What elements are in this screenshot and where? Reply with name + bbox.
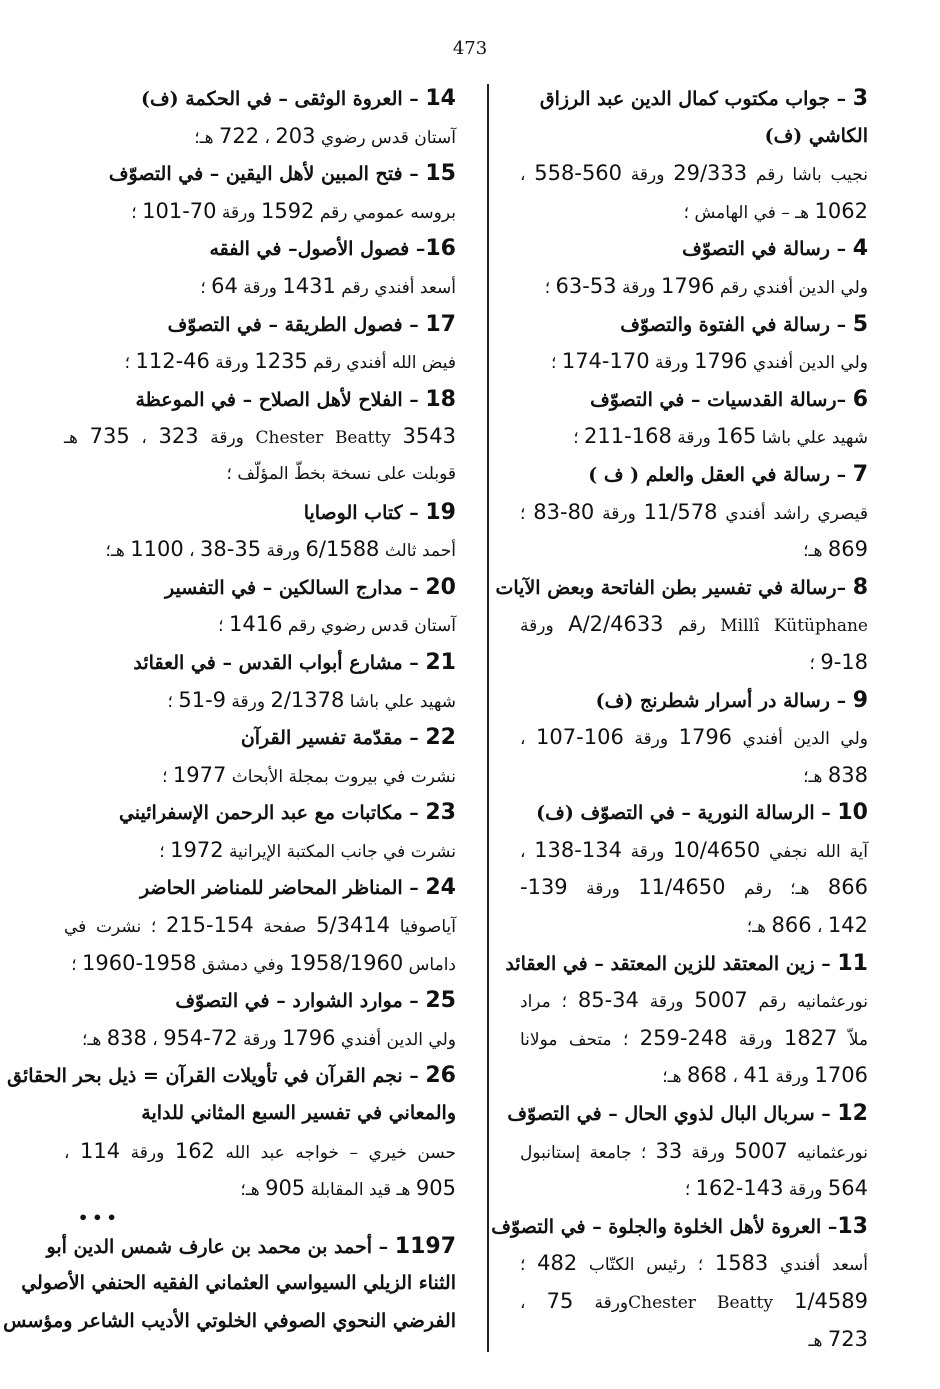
entry-title-text: الفرضي النحوي الصوفي الخلوتي الأديب الشاعر ومؤسس [3, 1310, 456, 1332]
manuscript-reference: ملاّ 1827 ورقة 248-259 ؛ متحف مولانا [520, 1025, 869, 1050]
entry-number: 24 [425, 875, 456, 901]
manuscript-reference: فيض الله أفندي رقم 1235 ورقة 46-112 ؛ [124, 349, 456, 374]
entry-title-text: – فتح المبين لأهل اليقين – في التصوّف [108, 163, 426, 186]
manuscript-reference: آية الله نجفي 10/4650 ورقة 134-138 ، [520, 837, 869, 862]
entry-title [64, 982, 456, 1020]
reference-number: 1062 [814, 198, 868, 223]
reference-number: 11/4650 [638, 875, 726, 900]
entry-number: 25 [425, 988, 456, 1014]
manuscript-reference: نشرت في بيروت بمجلة الأبحاث 1977 ؛ [162, 762, 456, 787]
entry-number: 22 [425, 725, 456, 751]
entry-title [505, 945, 868, 983]
reference-number: 838 [106, 1025, 147, 1050]
entry-title [520, 381, 868, 419]
entry-title-text: – جواب مكتوب كمال الدين عبد الرزاق [539, 88, 853, 110]
reference-number: 64 [211, 273, 238, 298]
entry-number: 1197 [394, 1233, 456, 1259]
entry-title-text: – المناظر المحاضر للمناضر الحاضر [139, 877, 426, 900]
entry-number: 9 [852, 687, 868, 713]
entry-title [64, 644, 456, 682]
entry-title [520, 118, 868, 156]
entry-number: 4 [852, 236, 868, 262]
reference-number: 143-162 [695, 1176, 784, 1201]
manuscript-reference: ولي الدين أفندي 1796 ورقة 106-107 ، [520, 725, 868, 750]
manuscript-reference: ولي الدين أفندي 1796 ورقة 72-954 ، 838 هـ؛ [82, 1025, 456, 1050]
entry-title-text: – الرسالة النورية – في التصوّف (ف) [536, 802, 838, 825]
manuscript-reference: بروسه عمومي رقم 1592 ورقة 70-101 ؛ [131, 198, 456, 223]
entry-number: 16 [425, 236, 456, 262]
reference-number: 1796 [282, 1025, 336, 1050]
reference-number: 735 [89, 424, 130, 449]
manuscript-reference: 723 هـ [808, 1326, 868, 1351]
entry-title [491, 1208, 868, 1246]
manuscript-reference: أحمد ثالث 6/1588 ورقة 35-38 ، 1100 هـ؛ [105, 537, 456, 562]
reference-number: 70-101 [142, 198, 217, 223]
manuscript-reference: قيصري راشد أفندي 11/578 ورقة 80-83 ؛ [520, 499, 869, 524]
entry-title-text: – موارد الشوارد – في التصوّف [175, 990, 426, 1013]
reference-number: 142 [827, 913, 868, 938]
section-separator: ••• [78, 1207, 121, 1227]
entry-title-text: – العروة الوثقى – في الحكمة (ف) [141, 88, 426, 110]
entry-number: 15 [425, 161, 456, 187]
reference-number: 162 [174, 1138, 215, 1163]
entry-number: 14 [425, 86, 456, 111]
entry-title [64, 794, 456, 832]
entry-title [64, 1095, 456, 1133]
reference-number: 323 [158, 424, 199, 449]
entry-title-text: – فصول الطريقة – في التصوّف [167, 313, 426, 336]
reference-number: 1796 [694, 349, 748, 374]
reference-number: 1100 [130, 537, 184, 562]
manuscript-reference: آستان قدس رضوي 203 ، 722 هـ؛ [194, 123, 456, 148]
entry-title [495, 569, 868, 607]
reference-number: 5/3414 [316, 913, 391, 938]
manuscript-reference: 869 هـ؛ [803, 537, 868, 562]
reference-number: 165 [716, 424, 757, 449]
reference-number: 482 [537, 1251, 578, 1276]
manuscript-reference: نجيب باشا رقم 29/333 ورقة 560-558 ، [520, 161, 868, 186]
entry-number: 3 [852, 86, 868, 111]
reference-number: 139- [520, 875, 568, 900]
reference-number: 46-112 [135, 349, 210, 374]
entry-title [3, 1303, 456, 1341]
entry-title-text: – مكاتبات مع عبد الرحمن الإسفرائيني [118, 802, 426, 825]
reference-number: 33 [655, 1138, 683, 1163]
reference-number: 2/4633/A [568, 612, 664, 637]
entry-title [64, 494, 456, 532]
reference-number: 168-211 [584, 424, 672, 449]
reference-number: 869 [827, 537, 868, 562]
reference-number: 1235 [254, 349, 308, 374]
entry-title-text: – مدارج السالكين – في التفسير [165, 576, 426, 599]
reference-number: 10/4650 [673, 837, 761, 862]
reference-number: 154-215 [165, 913, 254, 938]
page-number: 473 [452, 38, 488, 59]
entry-title [520, 306, 868, 344]
reference-number: 9-51 [178, 687, 227, 712]
manuscript-reference: 905 هـ قيد المقابلة 905 هـ؛ [240, 1176, 456, 1201]
manuscript-reference: شهيد علي باشا 2/1378 ورقة 9-51 ؛ [167, 687, 456, 712]
manuscript-reference: نورعثمانيه رقم 5007 ورقة 34-85 ؛ مراد [520, 988, 869, 1013]
manuscript-reference: شهيد علي باشا 165 ورقة 168-211 ؛ [573, 424, 868, 449]
reference-number: 560-558 [534, 161, 623, 186]
manuscript-reference: نشرت في جانب المكتبة الإيرانية 1972 ؛ [159, 837, 456, 862]
entry-title [520, 456, 868, 494]
entry-title [64, 569, 456, 607]
entry-title-text: الكاشي (ف) [764, 124, 868, 147]
reference-number: 1796 [661, 273, 715, 298]
reference-number: 1/4589 [794, 1289, 868, 1313]
entry-title-text: الثناء الزيلي السيواسي العثماني الفقيه الحنفي الأصولي [21, 1272, 456, 1295]
manuscript-reference: آستان قدس رضوي رقم 1416 ؛ [218, 612, 456, 637]
manuscript-reference: Chester Beatty 3543 ورقة 323 ، 735 هـ [64, 424, 456, 449]
reference-number: 29/333 [673, 161, 748, 186]
column-divider [487, 84, 489, 1352]
entry-number: 7 [852, 461, 868, 487]
entry-title [520, 80, 868, 118]
reference-number: 905 [415, 1176, 456, 1201]
entry-title [507, 1095, 868, 1133]
entry-title-text: – مقدّمة تفسير القرآن [240, 727, 426, 750]
reference-number: 1958-1960 [82, 950, 197, 975]
entry-number: 18 [425, 386, 456, 412]
reference-number: 5007 [694, 988, 748, 1013]
reference-number: 1416 [228, 612, 283, 637]
entry-title-text: – فصول الأصول– في الفقه [209, 238, 426, 261]
reference-number: 1958/1960 [289, 950, 404, 975]
entry-title [64, 230, 456, 268]
reference-number: 1972 [170, 837, 224, 862]
entry-title-text: – مشارع أبواب القدس – في العقائد [133, 651, 426, 674]
manuscript-reference: نورعثمانيه 5007 ورقة 33 ؛ جامعة إستانبول [520, 1138, 869, 1163]
reference-number: 11/578 [643, 499, 718, 524]
entry-title-text: – الفلاح لأهل الصلاح – في الموعظة [135, 388, 426, 411]
entry-title-text: – رسالة در أسرار شطرنج (ف) [595, 689, 853, 712]
manuscript-reference: ولي الدين أفندي 1796 ورقة 170-174 ؛ [551, 349, 868, 374]
entry-number: 10 [837, 800, 868, 826]
entry-title [64, 80, 456, 118]
reference-number: 3543 [402, 424, 456, 449]
reference-number: 723 [827, 1326, 868, 1351]
reference-number: 1706 [814, 1063, 868, 1088]
reference-number: 722 [219, 123, 260, 148]
entry-title-text: –رسالة في تفسير بطن الفاتحة وبعض الآيات [495, 576, 853, 599]
entry-title-text: –رسالة القدسيات – في التصوّف [590, 388, 853, 411]
entry-number: 11 [837, 950, 868, 976]
reference-number: 5007 [734, 1138, 788, 1163]
manuscript-reference: آياصوفيا 5/3414 صفحة 154-215 ؛ نشرت في [64, 913, 456, 938]
manuscript-reference: أسعد أفندي 1583 ؛ رئيس الكتّاب 482 ؛ [520, 1251, 869, 1276]
manuscript-reference: Chester Beatty 1/4589ورقة 75 ، [520, 1289, 868, 1313]
entry-number: 12 [837, 1101, 868, 1127]
entry-title-text: – سربال البال لذوي الحال – في التصوّف [507, 1103, 838, 1126]
entry-title-text: والمعاني في تفسير السبع المثاني للداية [141, 1102, 456, 1125]
reference-number: 564 [827, 1176, 868, 1201]
entry-title [64, 869, 456, 907]
reference-number: 53-63 [555, 273, 617, 298]
entry-number: 26 [425, 1063, 456, 1089]
left-column [3, 80, 457, 1341]
reference-number: 2/1378 [270, 687, 345, 712]
manuscript-reference: 564 ورقة 143-162 ؛ [684, 1176, 868, 1201]
reference-number: 866 [827, 875, 868, 900]
reference-number: 41 [743, 1063, 771, 1088]
entry-title-text: – العروة لأهل الخلوة والجلوة – في التصوّف [491, 1215, 838, 1238]
manuscript-reference: 1706 ورقة 41 ، 868 هـ؛ [662, 1063, 868, 1088]
reference-number: 1431 [282, 273, 336, 298]
entry-number: 13 [837, 1213, 868, 1239]
entry-title [21, 1265, 456, 1303]
reference-number: 866 [771, 913, 812, 938]
reference-number: 106-107 [536, 725, 624, 750]
entry-title [7, 1057, 456, 1095]
entry-number: 20 [425, 574, 456, 600]
manuscript-reference: 9-18 ؛ [809, 649, 868, 674]
manuscript-reference: 838 هـ؛ [803, 762, 868, 787]
manuscript-reference: 1062 هـ – في الهامش ؛ [683, 198, 868, 223]
reference-number: 80-83 [533, 499, 595, 524]
entry-title-text: – نجم القرآن في تأويلات القرآن = ذيل بحر الحقائق [7, 1065, 426, 1088]
entry-number: 19 [425, 499, 456, 525]
entry-title [64, 155, 456, 193]
entry-number: 23 [425, 800, 456, 826]
manuscript-reference: قوبلت على نسخة بخطّ المؤلّف ؛ [226, 463, 456, 484]
right-column [491, 80, 869, 1358]
entry-title-text: – أحمد بن محمد بن عارف شمس الدين أبو [46, 1235, 395, 1258]
reference-number: 1592 [260, 198, 315, 223]
manuscript-reference: ولي الدين أفندي رقم 1796 ورقة 53-63 ؛ [544, 273, 868, 298]
entry-title [64, 719, 456, 757]
reference-number: 1583 [714, 1251, 769, 1276]
entry-title-text: – زين المعتقد للزين المعتقد – في العقائد [505, 952, 838, 975]
reference-number: 248-259 [639, 1025, 728, 1050]
reference-number: 9-18 [820, 649, 868, 674]
entry-title-text: – رسالة في العقل والعلم ( ف ) [588, 463, 853, 486]
manuscript-reference: داماس 1958/1960 وفي دمشق 1958-1960 ؛ [71, 950, 456, 975]
reference-number: 905 [265, 1176, 306, 1201]
entry-title [64, 306, 456, 344]
reference-number: 34-85 [577, 988, 639, 1013]
entry-number: 21 [425, 649, 456, 675]
reference-number: 75 [546, 1289, 574, 1313]
reference-number: 72-954 [163, 1025, 238, 1050]
entry-title-text: – كتاب الوصايا [303, 501, 426, 524]
reference-number: 6/1588 [305, 537, 380, 562]
manuscript-reference: 866 هـ؛ رقم 11/4650 ورقة 139- [520, 875, 868, 900]
reference-number: 868 [686, 1063, 728, 1088]
entry-title [520, 230, 868, 268]
entry-number: 17 [425, 311, 456, 337]
reference-number: 838 [827, 762, 868, 787]
entry-number: 5 [852, 311, 868, 337]
manuscript-reference: 142 ، 866 هـ؛ [746, 913, 868, 938]
reference-number: 1827 [783, 1025, 838, 1050]
reference-number: 170-174 [561, 349, 650, 374]
manuscript-reference: حسن خيري – خواجه عبد الله 162 ورقة 114 ، [64, 1138, 457, 1163]
entry-title [46, 1228, 456, 1266]
entry-number: 6 [852, 386, 868, 412]
reference-number: 203 [275, 123, 316, 148]
reference-number: 35-38 [200, 537, 262, 562]
entry-title [64, 381, 456, 419]
reference-number: 1977 [172, 762, 227, 787]
reference-number: 1796 [678, 725, 733, 750]
entry-title [520, 682, 868, 720]
entry-title-text: – رسالة في الفتوة والتصوّف [620, 313, 853, 336]
entry-title-text: – رسالة في التصوّف [682, 238, 853, 261]
manuscript-reference: Millî Kütüphane رقم 2/4633/A ورقة [520, 612, 868, 637]
entry-title [520, 794, 868, 832]
manuscript-reference: أسعد أفندي رقم 1431 ورقة 64 ؛ [200, 273, 456, 298]
entry-number: 8 [852, 574, 868, 600]
reference-number: 134-138 [534, 837, 622, 862]
reference-number: 114 [80, 1138, 121, 1163]
